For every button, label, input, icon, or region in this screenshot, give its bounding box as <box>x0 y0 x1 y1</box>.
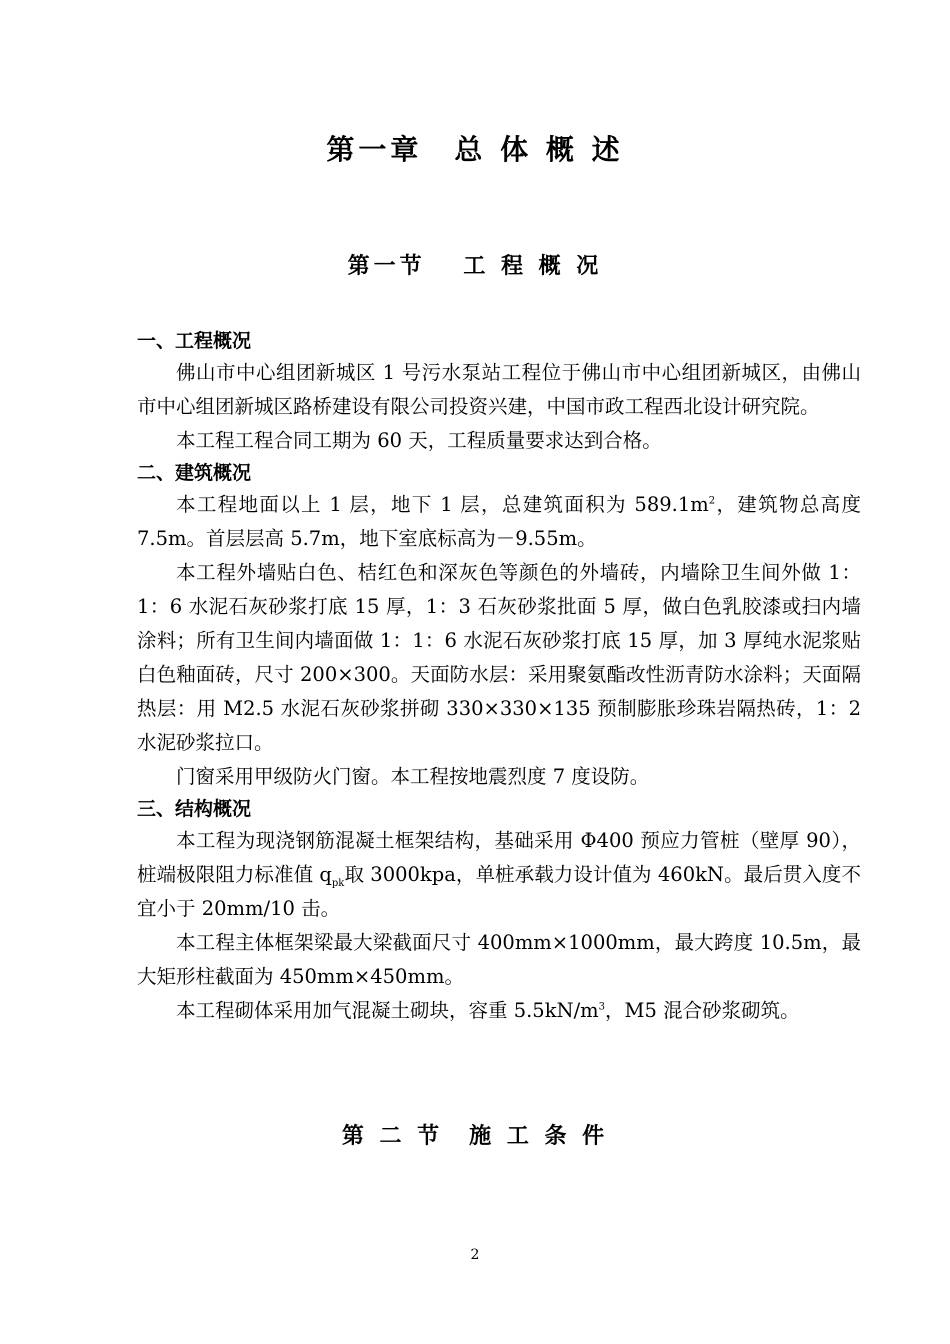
paragraph-foundation <box>137 824 861 926</box>
paragraph-project-location: 佛山市中心组团新城区 1 号污水泵站工程位于佛山市中心组团新城区，由佛山市中心组团新城区路桥建设有限公司投资兴建，中国市政工程西北设计研究院。 <box>137 361 861 418</box>
paragraph-masonry <box>137 994 861 1028</box>
text: 本工程砌体采用加气混凝土砌块，容重 5.5kN/m <box>176 999 599 1022</box>
superscript: 2 <box>708 495 716 507</box>
heading-structure-overview: 三、结构概况 <box>137 798 252 820</box>
body-content <box>137 326 861 1028</box>
text: 本工程为现浇钢筋混凝土框架结构，基础采用 Φ400 预应力管桩（壁厚 90），桩端极限阻力标准值 q <box>137 829 861 886</box>
paragraph-beam-sizes: 本工程主体框架梁最大梁截面尺寸 400mm×1000mm，最大跨度 10.5m，最大矩形柱截面为 450mm×450mm。 <box>137 931 861 988</box>
paragraph-building-area <box>137 488 861 556</box>
heading-building-overview: 二、建筑概况 <box>137 462 252 484</box>
text: ，建筑物总高度 7.5m。首层层高 5.7m，地下室底标高为－9.55m。 <box>137 493 861 550</box>
superscript: 3 <box>598 1001 606 1013</box>
section-title-2: 第 二 节 施 工 条 件 <box>341 1123 609 1149</box>
heading-project-overview: 一、工程概况 <box>137 330 252 352</box>
paragraph-contract-period: 本工程工程合同工期为 60 天，工程质量要求达到合格。 <box>176 429 662 452</box>
paragraph-finishes: 本工程外墙贴白色、桔红色和深灰色等颜色的外墙砖，内墙除卫生间外做 1：1：6 水泥石灰砂浆打底 15 厚，1：3 石灰砂浆批面 5 厚，做白色乳胶漆或扫内墙涂料；所有卫生间内墙面做 1：1：6 水泥石灰砂浆打底 15 厚，加 3 厚纯水泥浆贴白色釉面砖，尺寸 200×300。天面防水层：采用聚氨酯改性沥青防水涂料；天面隔热层：用 M2.5 水泥石灰砂浆拼砌 330×330×135 预制膨胀珍珠岩隔热砖，1：2 水泥砂浆拉口。 <box>137 561 861 754</box>
chapter-title: 第一章 总 体 概 述 <box>326 133 624 166</box>
page-number: 2 <box>470 1247 480 1263</box>
section-title-1: 第一节 工 程 概 况 <box>347 253 603 279</box>
paragraph-doors-windows: 门窗采用甲级防火门窗。本工程按地震烈度 7 度设防。 <box>176 765 650 788</box>
text: 取 3000kpa，单桩承载力设计值为 460kN。最后贯入度不宜小于 20mm/10 击。 <box>137 863 862 920</box>
subscript: pk <box>331 877 345 889</box>
text: 本工程地面以上 1 层，地下 1 层，总建筑面积为 589.1m <box>176 493 709 516</box>
text: ，M5 混合砂浆砌筑。 <box>605 999 800 1022</box>
